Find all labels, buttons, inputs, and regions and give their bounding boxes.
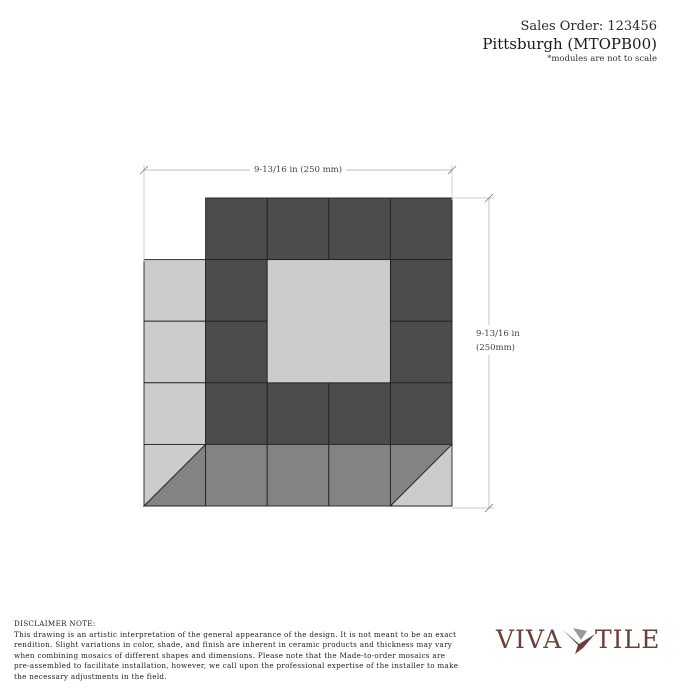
viva-tile-logo bbox=[496, 624, 666, 658]
tile-dark bbox=[390, 260, 452, 322]
tile-dark bbox=[390, 198, 452, 260]
tile-light bbox=[144, 321, 206, 383]
disclaimer-line: This drawing is an artistic interpretation of the general appearance of the design. It is not meant to be an exact bbox=[14, 629, 457, 639]
tile-medium bbox=[206, 444, 268, 506]
tile-medium bbox=[267, 444, 329, 506]
tile-dark bbox=[206, 198, 268, 260]
tile-grid bbox=[144, 198, 452, 506]
tile-dark bbox=[206, 260, 268, 322]
height-label-line2: (250mm) bbox=[476, 343, 515, 353]
width-label: 9-13/16 in (250 mm) bbox=[253, 165, 343, 175]
disclaimer bbox=[14, 619, 469, 682]
tile-dark bbox=[329, 198, 391, 260]
disclaimer-line: the necessary adjustments in the field. bbox=[14, 671, 167, 681]
tile-light bbox=[144, 260, 206, 322]
logo-text-right: TILE bbox=[595, 625, 661, 654]
tile-dark bbox=[206, 383, 268, 445]
tile-center-large bbox=[267, 260, 390, 383]
logo-text-left: VIVA bbox=[496, 625, 563, 654]
height-dimension bbox=[452, 194, 522, 512]
tile-dark bbox=[329, 383, 391, 445]
tile-dark bbox=[206, 321, 268, 383]
tile-dark bbox=[267, 383, 329, 445]
tile-light bbox=[144, 383, 206, 445]
tile-dark bbox=[267, 198, 329, 260]
tile-dark bbox=[390, 383, 452, 445]
height-label-line1: 9-13/16 in bbox=[476, 329, 520, 339]
sales-order: Sales Order: 123456 bbox=[520, 19, 657, 34]
scale-note: *modules are not to scale bbox=[547, 54, 657, 64]
product-name: Pittsburgh (MTOPB00) bbox=[482, 35, 657, 53]
disclaimer-line: when combining mosaics of different shapes and dimensions. Please note that the Made-to-order mosaics are bbox=[14, 650, 446, 660]
disclaimer-title: DISCLAIMER NOTE: bbox=[14, 619, 96, 628]
disclaimer-line: pre-assembled to facilitate installation, however, we call upon the professional expertise of the installer to make bbox=[14, 661, 459, 670]
bird-icon bbox=[561, 626, 597, 656]
disclaimer-line: rendition. Slight variations in color, shade, and finish are inherent in ceramic products and thickness may vary bbox=[14, 640, 453, 649]
tile-dark bbox=[390, 321, 452, 383]
tile-medium bbox=[329, 444, 391, 506]
